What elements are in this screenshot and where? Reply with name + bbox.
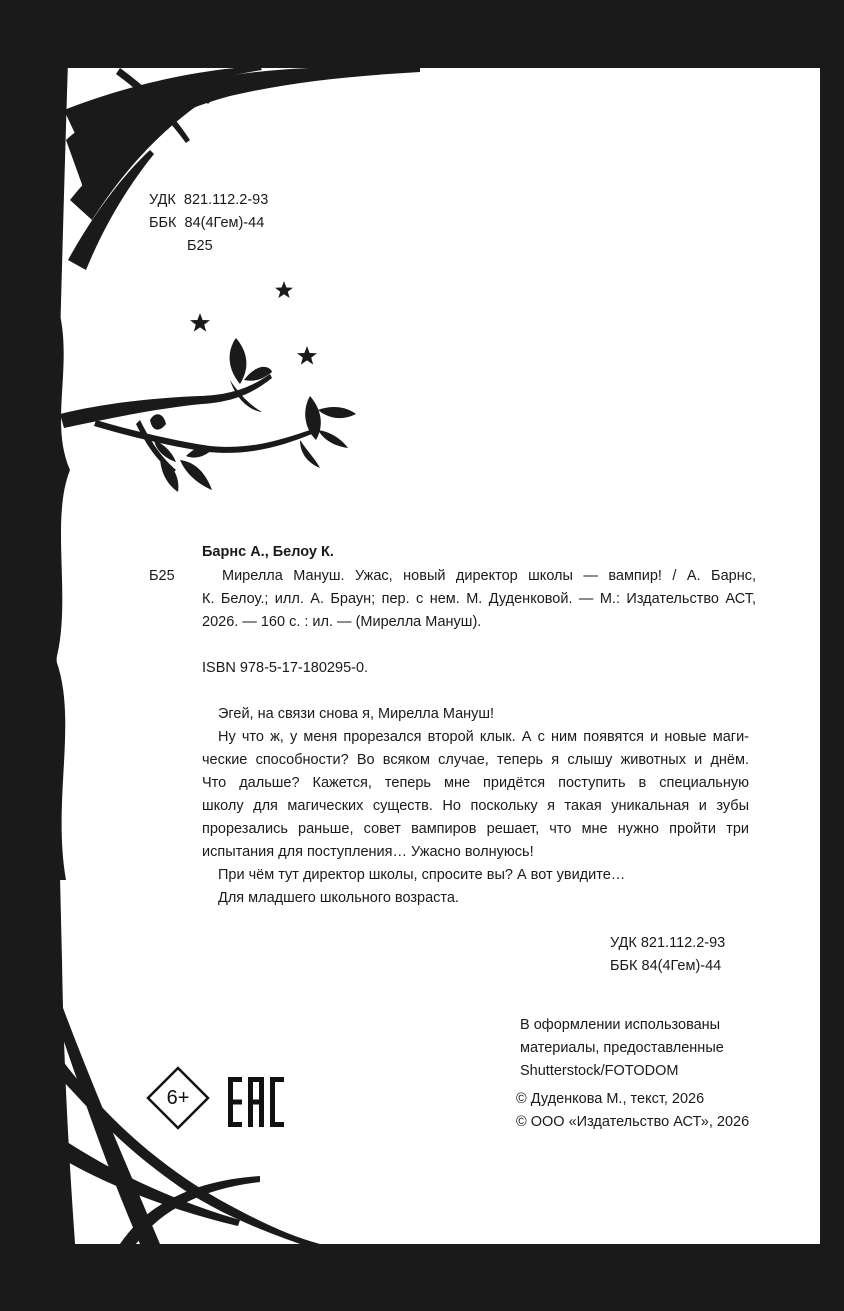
annotation-line: Эгей, на связи снова я, Мирелла Мануш! xyxy=(218,706,495,722)
bibliography-line: Мирелла Мануш. Ужас, новый директор школы — вампир! / А. Барнс, xyxy=(222,568,756,584)
design-credit-line: В оформлении использованы xyxy=(520,1017,721,1033)
copyright-line: © Дуденкова М., текст, 2026 xyxy=(516,1091,705,1107)
isbn: ISBN 978-5-17-180295-0. xyxy=(202,660,369,676)
bibliography-line: 2026. — 160 с. : ил. — (Мирелла Мануш). xyxy=(202,614,482,630)
annotation-line: Для младшего школьного возраста. xyxy=(218,890,459,906)
copyright-line: © ООО «Издательство АСТ», 2026 xyxy=(516,1114,750,1130)
bibliography-code: Б25 xyxy=(149,568,175,584)
annotation-line: При чём тут директор школы, спросите вы? А вот увидите… xyxy=(218,867,626,883)
annotation-line: прорезались раньше, совет вампиров решает, что мне нужно пройти три xyxy=(202,821,749,837)
authors-heading: Барнс А., Белоу К. xyxy=(202,544,334,560)
annotation-line: испытания для поступления… Ужасно волнуюсь! xyxy=(202,844,534,860)
age-rating-label: 6+ xyxy=(166,1086,190,1109)
bottom-udk-code: УДК 821.112.2-93 xyxy=(610,935,726,951)
annotation-line: школу для магических существ. Но поскольку я такая уникальная и зубы xyxy=(202,798,749,814)
annotation-line: Ну что ж, у меня прорезался второй клык. А с ним появятся и новые маги- xyxy=(218,729,749,745)
annotation-line: ческие способности? Во всяком случае, теперь я слышу животных и днём. xyxy=(202,752,749,768)
author-mark-code: Б25 xyxy=(187,238,213,254)
bottom-bbk-code: ББК 84(4Гем)-44 xyxy=(610,958,722,974)
annotation-line: Что дальше? Кажется, теперь мне придётся поступить в специальную xyxy=(202,775,749,791)
design-credit-line: Shutterstock/FOTODOM xyxy=(520,1063,679,1079)
udk-code: УДК 821.112.2-93 xyxy=(149,192,269,208)
bbk-code: ББК 84(4Гем)-44 xyxy=(149,215,265,231)
bibliography-line: К. Белоу.; илл. А. Браун; пер. с нем. М. Дуденковой. — М.: Издательство АСТ, xyxy=(202,591,756,607)
eac-conformity-logo xyxy=(228,1077,284,1127)
design-credit-line: материалы, предоставленные xyxy=(520,1040,724,1056)
